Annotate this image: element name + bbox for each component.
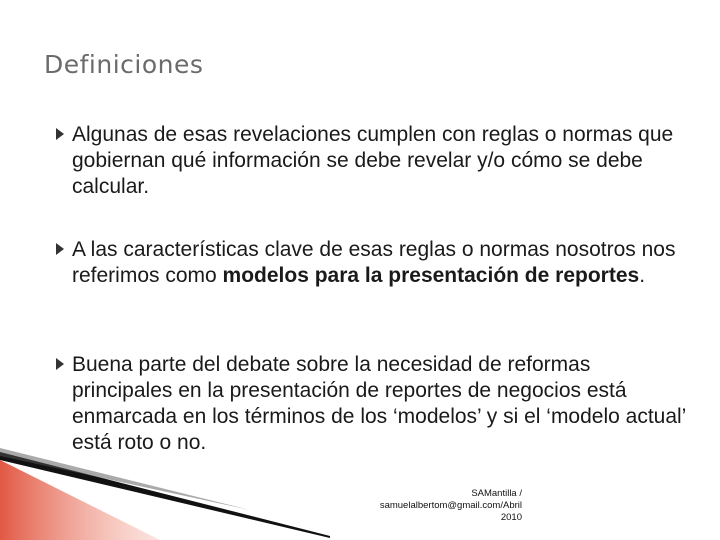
bullet-text-2-part2: . xyxy=(639,264,646,287)
footer-attribution xyxy=(322,488,522,524)
footer-line-2: samuelalbertom@gmail.com/Abril xyxy=(379,500,522,511)
bullet-text-3: Buena parte del debate sobre la necesidad de reformas principales en la presentación de reportes de negocios está enmarcada en los términos de los ‘modelos’ y si el ‘modelo actual’ está roto o no. xyxy=(72,353,686,454)
bullet-arrow-icon xyxy=(56,243,64,255)
footer-line-3: 2010 xyxy=(500,512,522,523)
footer-line-1: SAMantilla / xyxy=(471,488,522,499)
bullet-item-1 xyxy=(56,122,696,200)
bullet-arrow-icon xyxy=(56,358,64,370)
bullet-text-2-bold: modelos para la presentación de reportes xyxy=(222,264,640,287)
bullet-text-2-part1: A las características clave de esas reglas o normas nosotros nos referimos como xyxy=(72,238,676,287)
bullet-arrow-icon xyxy=(56,128,64,140)
bullet-text-2 xyxy=(72,237,696,289)
slide-title: Definiciones xyxy=(44,50,204,79)
corner-decoration xyxy=(0,430,360,540)
bullet-item-2 xyxy=(56,237,696,289)
bullet-text-1: Algunas de esas revelaciones cumplen con reglas o normas que gobiernan qué información se debe revelar y/o cómo se debe calcular. xyxy=(72,123,674,198)
